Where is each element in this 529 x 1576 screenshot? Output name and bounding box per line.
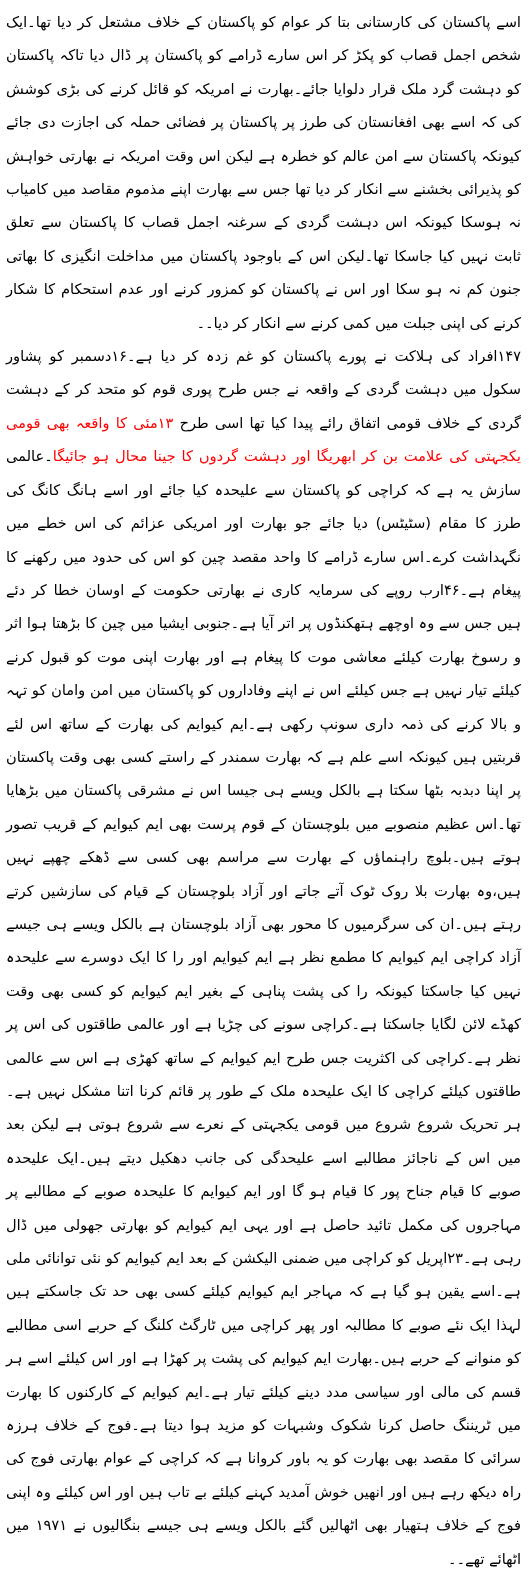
paragraph-2-text-before: ۱۴۷افراد کی ہلاکت نے پورے پاکستان کو غم زدہ کر دیا ہے۔۱۶دسمبر کو پشاور سکول میں دہشت گردی کے واقعہ نے جس طرح پوری قوم کو متحد کر کے دہشت گردی کے خلاف قومی اتفاق رائے پیدا کیا تھا اسی طرح [6, 348, 521, 432]
paragraph-2-text-after: ۔عالمی سازش یہ ہے کہ کراچی کو پاکستان سے علیحدہ کیا جائے اور اسے ہانگ کانگ کی طرز کا مقام (سٹیٹس) دیا جائے جو بھارت اور امریکی عزائم کی اس خطے میں نگہداشت کرے۔اس سارے ڈرامے کا واحد مقصد چین کو اس کی حدود میں رکھنے کا پیغام ہے۔۴۶ارب روپے کی سرمایہ کاری نے بھارتی حکومت کے اوسان خطا کر دئے ہیں جس سے وہ اوچھے ہتھکنڈوں پر اتر آیا ہے۔جنوبی ایشیا میں چین کا بڑھتا ہوا اثر و رسوخ بھارت کیلئے معاشی موت کا پیغام ہے اور بھارت اپنی موت کو قبول کرنے کیلئے تیار نہیں ہے جس کیلئے اس نے اپنے وفاداروں کو پاکستان میں امن وامان کو تہہ و بالا کرنے کی ذمہ داری سونپ رکھی ہے۔ایم کیوایم کی بھارت کے ساتھ اس لئے قربتیں ہیں کیونکہ اسے علم ہے کہ بھارت سمندر کے راستے کسی بھی وقت پاکستان پر اپنا دبدبہ بٹھا سکتا ہے بالکل ویسے ہی جیسا اس نے مشرقی پاکستان میں بڑھایا تھا۔اس عظیم منصوبے میں بلوچستان کے قوم پرست بھی ایم کیوایم کے قریب تصور ہوتے ہیں۔بلوچ راہنماؤں کے بھارت سے مراسم بھی کسی سے ڈھکے چھپے نہیں ہیں،وہ بھارت بلا روک ٹوک آتے جاتے اور آزاد بلوچستان کے قیام کی سازشیں کرتے رہتے ہیں۔ان کی سرگرمیوں کا محور بھی آزاد بلوچستان ہے بالکل ویسے ہی جیسے آزاد کراچی ایم کیوایم کا مطمع نظر ہے ایم کیوایم اور را کا ایک دوسرے سے علیحدہ نہیں کیا جاسکتا کیونکہ را کی پشت پناہی کے بغیر ایم کیوایم کو کسی بھی وقت کھڈے لائن لگایا جاسکتا ہے۔کراچی سونے کی چڑیا ہے اور عالمی طاقتوں کی اس پر نظر ہے۔کراچی کی اکثریت جس طرح ایم کیوایم کے ساتھ کھڑی ہے اس سے عالمی طاقتوں کیلئے کراچی کا ایک علیحدہ ملک کے طور پر قائم کرنا اتنا مشکل نہیں ہے۔ہر تحریک شروع شروع میں قومی یکجہتی کے نعرے سے شروع ہوتی ہے لیکن بعد میں اس کے ناجائز مطالبے اسے علیحدگی کی جانب دھکیل دیتے ہیں۔ایک علیحدہ صوبے کا قیام جناح پور کا قیام ہو گا اور ایم کیوایم کا علیحدہ صوبے کے مطالبے پر مہاجروں کی مکمل تائید حاصل ہے اور یہی ایم کیوایم کو بھارتی جھولی میں ڈال رہی ہے۔۲۳اپریل کو کراچی میں ضمنی الیکشن کے بعد ایم کیوایم کو نئی توانائی ملی ہے۔اسے یقین ہو گیا ہے کہ مہاجر ایم کیوایم کیلئے کسی بھی حد تک جاسکتے ہیں لہذا ایک نئے صوبے کا مطالبہ اور پھر کراچی میں ٹارگٹ کلنگ کے حربے اسی مطالبے کو منوانے کے حربے ہیں۔بھارت ایم کیوایم کی پشت پر کھڑا ہے اور اس کیلئے اسے ہر قسم کی مالی اور سیاسی مدد دینے کیلئے تیار ہے۔ایم کیوایم کے کارکنوں کا بھارت میں ٹریننگ حاصل کرنا شکوک وشبہات کو مزید ہوا دیتا ہے۔فوج کے خلاف ہرزہ سرائی کا مقصد بھی بھارت کو یہ باور کروانا ہے کہ کراچی کے عوام بھارتی فوج کی راہ دیکھ رہے ہیں اور انھیں خوش آمدید کہنے کیلئے بے تاب ہیں اور اس کیلئے وہ اپنی فوج کے خلاف ہتھیار بھی اٹھالیں گئے بالکل ویسے ہی جیسے بنگالیوں نے ۱۹۷۱ میں اٹھائے تھے۔۔ [5, 448, 522, 1568]
paragraph-1-text: اسے پاکستان کی کارستانی بتا کر عوام کو پاکستان کے خلاف مشتعل کر دیا تھا۔ایک شخص اجمل قصاب کو پکڑ کر اس سارے ڈرامے کو پاکستان پر ڈال دیا تاکہ پاکستان کو دہشت گرد ملک قرار دلوایا جائے۔بھارت نے امریکہ کو قائل کرنے کی بڑی کوشش کی کہ اسے بھی افغانستان کی طرز پر پاکستان پر فضائی حملہ کی اجازت دی جائے کیونکہ پاکستان سے امن عالم کو خطرہ ہے لیکن اس وقت امریکہ نے بھارتی خواہش کو پذیرائی بخشنے سے انکار کر دیا تھا جس سے بھارت اپنے مذموم مقاصد میں کامیاب نہ ہوسکا کیونکہ اس دہشت گردی کے سرغنہ اجمل قصاب کا پاکستان سے تعلق ثابت نہیں کیا جاسکا تھا۔لیکن اس کے باوجود پاکستان میں مداخلت انگیزی کا بھاتی جنون کم نہ ہو سکا اور اس نے پاکستان کو کمزور کرنے اور عدم استحکام کا شکار کرنے کی اپنی جبلت میں کمی کرنے سے انکار کر دیا۔۔ [6, 14, 521, 332]
paragraph-2 [6, 340, 521, 1576]
highlighted-statement: ۱۳مئی کا واقعہ بھی قومی یکجہتی کی علامت بن کر ابھریگا اور دہشت گردوں کا جینا محال ہو جائیگا [6, 414, 521, 466]
paragraph-1 [6, 6, 521, 340]
